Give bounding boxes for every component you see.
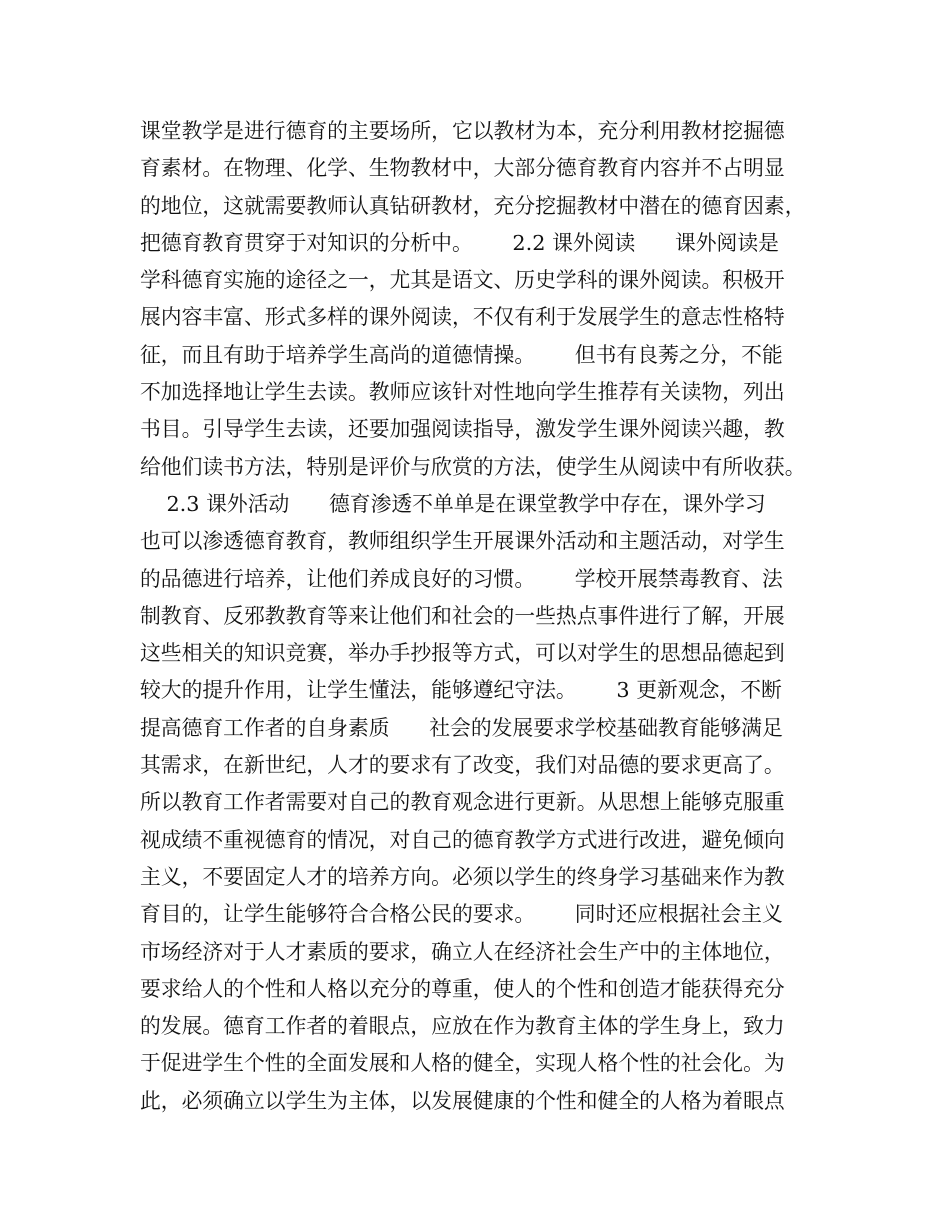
text-line: 视成绩不重视德育的情况，对自己的德育教学方式进行改进，避免倾向	[140, 827, 785, 852]
text-line: 征，而且有助于培养学生高尚的道德情操。 但书有良莠之分，不能	[140, 342, 783, 367]
text-line: 育素材。在物理、化学、生物教材中，大部分德育教育内容并不占明显	[140, 156, 785, 181]
text-line: 主义，不要固定人才的培养方向。必须以学生的终身学习基础来作为教	[140, 864, 785, 889]
text-line: 的品德进行培养，让他们养成良好的习惯。 学校开展禁毒教育、法	[140, 566, 783, 591]
text-line: 书目。引导学生去读，还要加强阅读指导，激发学生课外阅读兴趣，教	[140, 417, 785, 442]
text-line: 市场经济对于人才素质的要求，确立人在经济社会生产中的主体地位，	[140, 939, 785, 964]
text-line: 课堂教学是进行德育的主要场所，它以教材为本，充分利用教材挖掘德	[140, 119, 785, 143]
text-line: 也可以渗透德育教育，教师组织学生开展课外活动和主题活动，对学生	[140, 529, 785, 554]
text-line: 较大的提升作用，让学生懂法，能够遵纪守法。 3 更新观念，不断	[140, 678, 782, 703]
text-line: 此，必须确立以学生为主体，以发展健康的个性和健全的人格为着眼点	[140, 1088, 785, 1113]
text-line: 的发展。德育工作者的着眼点，应放在作为教育主体的学生身上，致力	[140, 1014, 785, 1039]
text-line: 所以教育工作者需要对自己的教育观念进行更新。从思想上能够克服重	[140, 790, 785, 815]
text-line: 于促进学生个性的全面发展和人格的健全，实现人格个性的社会化。为	[140, 1051, 785, 1076]
text-line: 这些相关的知识竞赛，举办手抄报等方式，可以对学生的思想品德起到	[140, 641, 785, 666]
text-line: 学科德育实施的途径之一，尤其是语文、历史学科的课外阅读。积极开	[140, 268, 785, 293]
text-line: 展内容丰富、形式多样的课外阅读，不仅有利于发展学生的意志性格特	[140, 305, 785, 330]
text-line: 制教育、反邪教教育等来让他们和社会的一些热点事件进行了解，开展	[140, 603, 785, 628]
text-line: 提高德育工作者的自身素质 社会的发展要求学校基础教育能够满足	[140, 715, 783, 740]
document-body	[140, 113, 820, 1120]
text-line: 2.3 课外活动 德育渗透不单单是在课堂教学中存在，课外学习	[140, 491, 766, 516]
text-line: 要求给人的个性和人格以充分的尊重，使人的个性和创造才能获得充分	[140, 976, 785, 1001]
text-line: 不加选择地让学生去读。教师应该针对性地向学生推荐有关读物，列出	[140, 380, 785, 405]
text-line: 的地位，这就需要教师认真钻研教材，充分挖掘教材中潜在的德育因素，	[140, 193, 806, 218]
text-line: 给他们读书方法，特别是评价与欣赏的方法，使学生从阅读中有所收获。	[140, 454, 806, 479]
text-line: 其需求，在新世纪，人才的要求有了改变，我们对品德的要求更高了。	[140, 753, 785, 778]
text-line: 把德育教育贯穿于对知识的分析中。 2.2 课外阅读 课外阅读是	[140, 230, 779, 255]
text-line: 育目的，让学生能够符合合格公民的要求。 同时还应根据社会主义	[140, 902, 783, 927]
